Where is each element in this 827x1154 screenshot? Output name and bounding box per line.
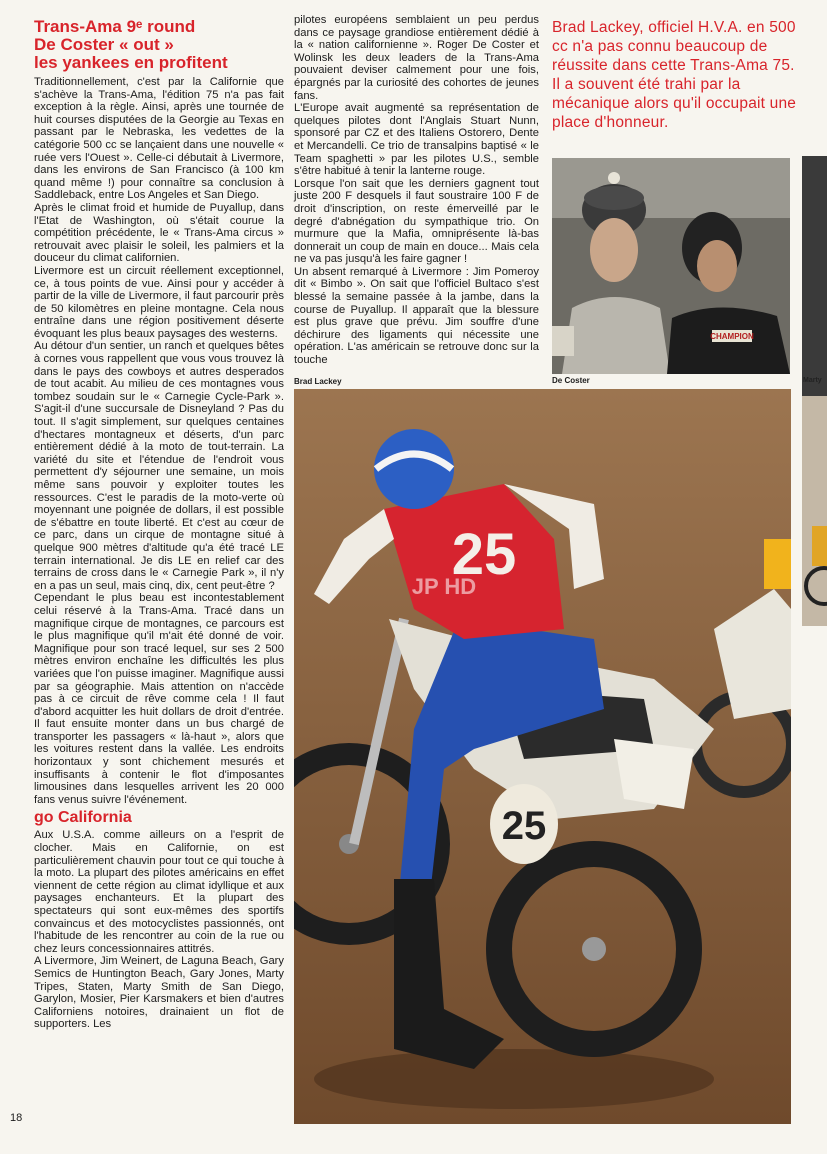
photo-caption-red: Brad Lackey, officiel H.V.A. en 500 cc n'a pas connu beaucoup de réussite dans cette Trans-Ama 75. Il a souvent été trahi par la mécanique alors qu'il occupait une place d'honneur. (552, 19, 797, 131)
motocross-rider-photo (294, 389, 791, 1124)
headline-line-2: De Coster « out » (34, 35, 174, 54)
paragraph: A Livermore, Jim Weinert, de Laguna Beach, Gary Semics de Huntington Beach, Gary Jones, Marty Tripes, Staten, Marty Smith de San Diego, Garylon, Mosier, Pier Karsmakers et bien d'autres Californiens notoires, drainaient un flot de supporters. Les (34, 955, 284, 1031)
paragraph: Livermore est un circuit réellement exceptionnel, ce, à tous points de vue. Ainsi pour y accéder à partir de la ville de Livermore, il faut parcourir près de 50 kilomètres en pleine montagne. Cela nous entraîne dans une région positivement déserte évoquant les plus beaux paysages des westerns. (34, 264, 284, 340)
motocross-illustration (294, 389, 791, 1124)
riders-portrait-photo (552, 158, 790, 374)
headline-line-1: Trans-Ama 9ᵉ round (34, 17, 196, 36)
shirt-print: CHAMPION (710, 332, 754, 341)
section-subhead: go California (34, 809, 132, 827)
bib-number: 25 (451, 522, 517, 587)
edge-photo-illustration (802, 156, 827, 626)
photo-caption-decoster: De Coster (552, 376, 590, 385)
paragraph: Aux U.S.A. comme ailleurs on a l'esprit de clocher. Mais en Californie, on est particulièrement chauvin pour tout ce qui touche à la moto. La plupart des pilotes américains en effet viennent de cette région au climat idyllique et aux paysages enchanteurs. Et la plupart des spectateurs qui sont eux-mêmes des sportifs convaincus et des motocyclistes passionnés, ont l'habitude de les rencontrer au coin de la rue ou chez leurs concessionnaires attitrés. (34, 829, 284, 955)
headline-line-3: les yankees en profitent (34, 53, 228, 72)
paragraph: Après le climat froid et humide de Puyallup, dans l'Etat de Washington, où s'était courue la compétition précédente, le « Trans-Ama circus » retrouvait avec plaisir le soleil, les palmiers et la douceur du climat californien. (34, 201, 284, 265)
paragraph: Traditionnellement, c'est par la Californie que s'achève la Trans-Ama, l'édition 75 n'a pas fait exception à la règle. Ainsi, après une tournée de huit courses disputées de la Georgie au Texas en passant par le Nebraska, les vedettes de la catégorie 500 cc se lançaient dans une nouvelle « ruée vers l'Ouest ». Celle-ci débutait à Livermore, dans les environs de San Francisco (à 100 km quand même !) pour connaître sa conclusion à Saddleback, entre Los Angeles et San Diego. (34, 76, 284, 202)
article-column-2 (294, 14, 539, 367)
watermark-logo: JP HD (411, 574, 477, 599)
riders-portrait-illustration (552, 158, 790, 374)
paragraph: Un absent remarqué à Livermore : Jim Pomeroy dit « Bimbo ». On sait que l'officiel Bultaco s'est blessé la semaine passée à la jambe, dans la course de Puyallup. Il apparaît que la blessure est plus grave que prévu. Jim souffre d'une déchirure des ligaments qui nécessite une opération. L'as américain se retrouve donc sur la touche (294, 265, 539, 367)
paragraph: Cependant le plus beau est incontestablement celui réservé à la Trans-Ama. Tracé dans un magnifique cirque de montagnes, ce parcours est le plus magnifique qu'il m'ait été donné de voir. Magnifique pour son tracé lequel, sur ses 2 500 mètres environ enchaîne les difficultés les plus variées que l'on puisse imaginer. Magnifique aussi par sa géographie. Mais attention on n'accède pas à ce circuit de rêve comme cela ! Il faut d'abord acquitter les huit dollars de droit d'entrée. Il faut ensuite monter dans un bus chargé de transporter les passagers « là-haut », alors que les voitures restent dans la vallée. Les endroits horizontaux y sont chichement mesurés et insuffisants à contenir le flot d'imposantes limousines dans lesquelles arrivent les 20 000 fans venus suivre l'événement. (34, 592, 284, 806)
photo-caption-lackey: Brad Lackey (294, 377, 342, 386)
page-number: 18 (10, 1112, 23, 1124)
article-headline (34, 18, 284, 72)
edge-photo (802, 156, 827, 626)
article-column-1 (34, 18, 284, 1031)
paragraph: Au détour d'un sentier, un ranch et quelques bêtes à cornes vous rappellent que vous vous trouvez là dans le pays des cowboys et autres desperados de tout acabit. Au milieu de ces montagnes vous tombez soudain sur le « Carnegie Cycle-Park ». S'agit-il d'une succursale de Disneyland ? Pas du tout. Il s'agit simplement, sur quelques centaines d'hectares montagneux et déserts, d'un parc entièrement dédié à la moto de tout-terrain. La variété du site et l'étendue de l'endroit vous permettent d'y séjourner une semaine, un mois même sans pouvoir y exploiter toutes les ressources. C'est le paradis de la moto-verte où moyennant une poignée de dollars, il est possible de s'ébattre en toute liberté. Et c'est au cœur de ce parc, dans un cirque de montagne situé à quelque 900 mètres d'altitude qu'a été tracé LE terrain international. Je dis LE en relief car des terrains de cross dans le « Carnegie Park », il n'y en a pas un seul, mais cinq, dix, cent peut-être ? (34, 340, 284, 592)
paragraph: pilotes européens semblaient un peu perdus dans ce paysage grandiose entièrement dédié à la « nation californienne ». Roger De Coster et Wolinsk les deux leaders de la Trans-Ama pouvaient deviser calmement pour une fois, épargnés par la curiosité des cohortes de jeunes fans. (294, 14, 539, 102)
plate-number: 25 (501, 804, 547, 848)
photo-caption-edge: Marty (803, 377, 822, 384)
paragraph: Lorsque l'on sait que les derniers gagnent tout juste 200 F desquels il faut soustraire 100 F de droit d'inscription, on reste émerveillé par le degré d'abnégation du sympathique trio. On murmure que la Mafia, omniprésente là-bas donnerait un coup de main en douce... Mais cela ne va pas jusqu'à les faire gagner ! (294, 177, 539, 266)
paragraph: L'Europe avait augmenté sa représentation de quelques pilotes dont l'Anglais Stuart Nunn, sponsoré par CZ et des Italiens Ostorero, Dente et Mercandelli. Ce trio de transalpins baptisé « le Team spaghetti » par les pilotes U.S., semble s'être habitué à tenir la lanterne rouge. (294, 102, 539, 178)
